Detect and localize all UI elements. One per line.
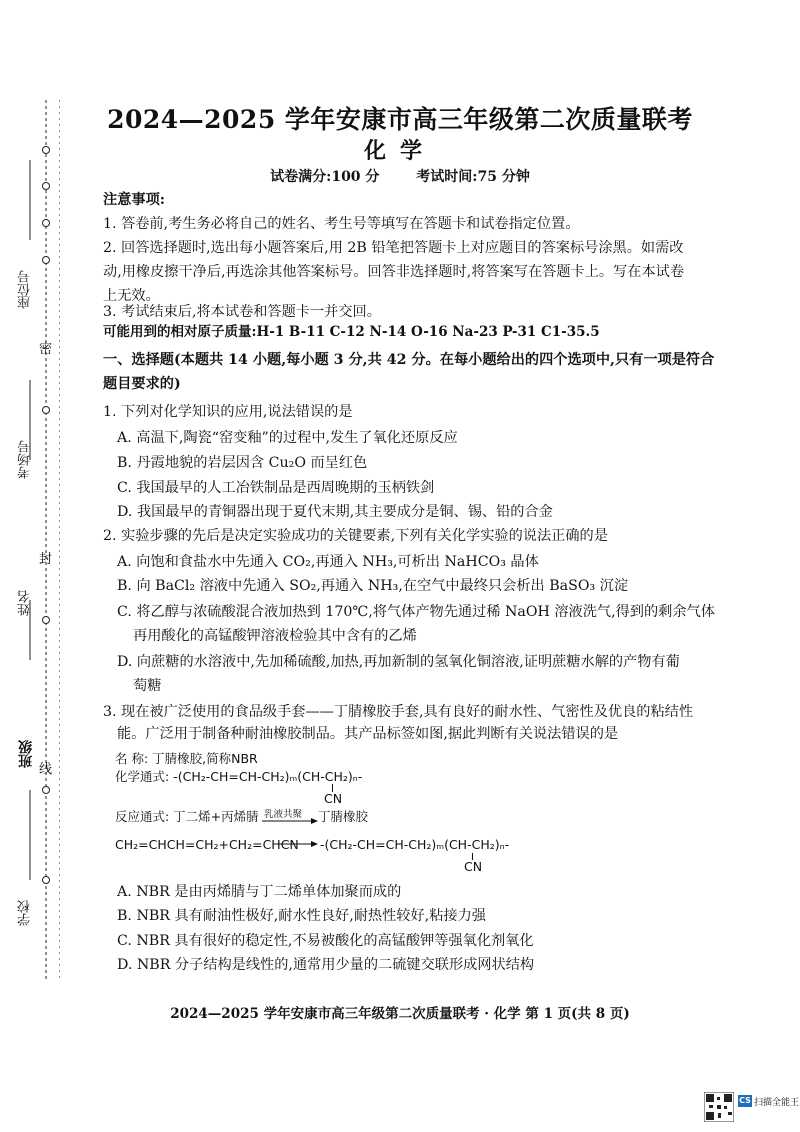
q3-stem-2: 能。广泛用于制备种耐油橡胶制品。其产品标签如图,据此判断有关说法错误的是 [117, 726, 619, 742]
q2-option-a: A. 向饱和食盐水中先通入 CO₂,再通入 NH₃,可析出 NaHCO₃ 晶体 [117, 554, 539, 570]
q2-option-c2: 再用酸化的高锰酸钾溶液检验其中含有的乙烯 [133, 628, 417, 644]
q3-option-a: A. NBR 是由丙烯腈与丁二烯单体加聚而成的 [117, 884, 402, 900]
note-item-2b: 动,用橡皮擦干净后,再选涂其他答案标号。回答非选择题时,将答案写在答题卡上。写在本试卷 [103, 264, 685, 280]
reaction-prefix: 反应通式: 丁二烯+丙烯腈 [115, 809, 259, 824]
scanner-badge: CS [739, 1096, 751, 1105]
q1-stem: 1. 下列对化学知识的应用,说法错误的是 [103, 404, 353, 420]
q2-option-b: B. 向 BaCl₂ 溶液中先通入 SO₂,再通入 NH₃,在空气中最终只会析出 BaSO₃ 沉淀 [117, 578, 629, 594]
exam-room-label: 考场号 [18, 440, 33, 479]
note-item-1: 1. 答卷前,考生务必将自己的姓名、考生号等填写在答题卡和试卷指定位置。 [103, 216, 580, 232]
q1-option-b: B. 丹霞地貌的岩层因含 Cu₂O 而呈红色 [117, 455, 368, 471]
section-heading-a: 一、选择题(本题共 14 小题,每小题 3 分,共 42 分。在每小题给出的四个选项中,只有一项是符合 [103, 352, 715, 368]
formula-cn: CN [324, 791, 343, 806]
q3-stem-1: 3. 现在被广泛使用的食品级手套——丁腈橡胶手套,具有良好的耐水性、气密性及优良的粘结性 [103, 704, 694, 720]
reaction-rhs: -(CH₂-CH=CH-CH₂)ₘ(CH-CH₂)ₙ- [320, 837, 510, 852]
seat-label: 座位号 [18, 270, 33, 309]
note-item-2a: 2. 回答选择题时,选出每小题答案后,用 2B 铅笔把答题卡上对应题目的答案标号涂黑。如需改 [103, 240, 684, 256]
section-heading-b: 题目要求的) [103, 376, 181, 392]
qr-code-icon [704, 1092, 734, 1122]
subject-title: 化学 [363, 138, 436, 164]
binding-lines [8, 100, 60, 980]
label-name: 名 称: 丁腈橡胶,简称NBR [115, 751, 258, 766]
scanner-app-name: 扫描全能王 [754, 1098, 800, 1108]
label-formula-prefix: 化学通式: [115, 769, 170, 784]
q2-option-d1: D. 向蔗糖的水溶液中,先加稀硫酸,加热,再加新制的氢氧化铜溶液,证明蔗糖水解的产物有葡 [117, 654, 680, 670]
seal-char-feng: 封 [39, 552, 53, 567]
reaction-arrow-2 [278, 840, 318, 848]
class-label: 班级 [18, 740, 34, 768]
seal-char-mi: 密 [39, 342, 53, 357]
reaction-cn: CN [464, 859, 483, 874]
school-label: 学校 [18, 900, 33, 926]
seal-char-xian: 线 [39, 762, 53, 777]
q3-option-b: B. NBR 具有耐油性极好,耐水性良好,耐热性较好,粘接力强 [117, 908, 486, 924]
reaction-arrow-1 [262, 817, 318, 825]
label-formula [115, 768, 362, 786]
exam-title: 2024—2025 学年安康市高三年级第二次质量联考 [107, 105, 693, 134]
score-info: 试卷满分:100 分 [270, 169, 380, 185]
exam-meta [0, 166, 800, 186]
q1-option-c: C. 我国最早的人工冶铁制品是西周晚期的玉柄铁剑 [117, 480, 435, 496]
q2-option-d2: 萄糖 [133, 678, 162, 694]
notes-heading: 注意事项: [103, 192, 165, 208]
name-label: 姓名 [18, 590, 33, 616]
reaction-lhs: CH₂=CHCH=CH₂+CH₂=CHCN [115, 837, 299, 852]
note-item-2c: 上无效。 [103, 288, 160, 304]
q1-option-a: A. 高温下,陶瓷“窑变釉”的过程中,发生了氧化还原反应 [117, 430, 458, 446]
label-reaction [115, 808, 259, 826]
note-item-3: 3. 考试结束后,将本试卷和答题卡一并交回。 [103, 304, 381, 320]
label-formula-structure: -(CH₂-CH=CH-CH₂)ₘ(CH-CH₂)ₙ- [173, 769, 363, 784]
reaction-condition: 乳液共聚 [264, 809, 303, 820]
atomic-masses: 可能用到的相对原子质量:H-1 B-11 C-12 N-14 O-16 Na-23 P-31 C1-35.5 [103, 324, 600, 340]
binding-strip [8, 100, 60, 980]
reaction-product: 丁腈橡胶 [318, 809, 369, 824]
q2-stem: 2. 实验步骤的先后是决定实验成功的关键要素,下列有关化学实验的说法正确的是 [103, 528, 608, 544]
q3-option-c: C. NBR 具有很好的稳定性,不易被酸化的高锰酸钾等强氧化剂氧化 [117, 933, 534, 949]
q1-option-d: D. 我国最早的青铜器出现于夏代末期,其主要成分是铜、锡、铅的合金 [117, 504, 553, 520]
q2-option-c1: C. 将乙醇与浓硫酸混合液加热到 170℃,将气体产物先通过稀 NaOH 溶液洗气,得到的剩余气体 [117, 604, 715, 620]
scanner-watermark [704, 1090, 800, 1124]
q3-option-d: D. NBR 分子结构是线性的,通常用少量的二硫键交联形成网状结构 [117, 957, 535, 973]
time-info: 考试时间:75 分钟 [416, 169, 530, 185]
page-footer: 2024—2025 学年安康市高三年级第二次质量联考 · 化学 第 1 页(共 8 页) [170, 1006, 630, 1022]
